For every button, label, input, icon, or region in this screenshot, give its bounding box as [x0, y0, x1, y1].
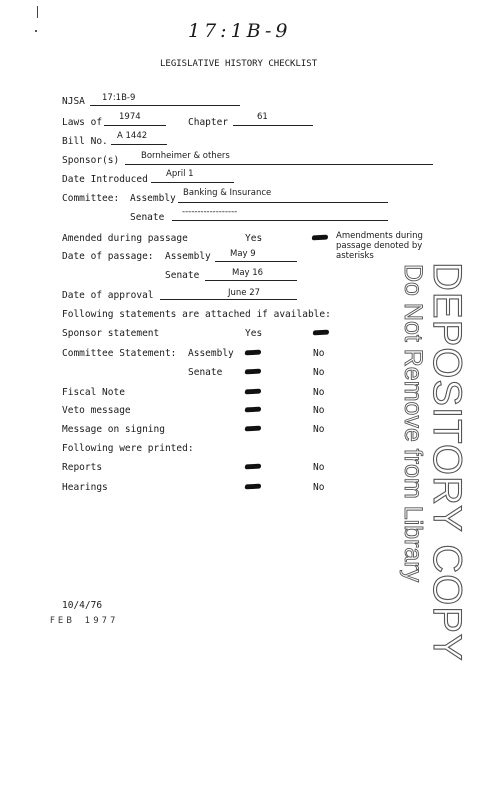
message-on-signing-no: No [313, 424, 325, 435]
bill-no-value: A 1442 [117, 131, 148, 141]
passage-senate-label: Senate [165, 270, 200, 281]
fiscal-note-no: No [313, 387, 325, 398]
date-of-approval-line [160, 299, 297, 300]
laws-of-value: 1974 [119, 112, 141, 122]
struck-no-mark [312, 330, 330, 336]
struck-yes-mark [244, 484, 262, 490]
committee-senate-value: ------------------ [182, 207, 238, 217]
hearings-no: No [313, 482, 325, 493]
struck-yes-mark [244, 426, 262, 432]
committee-label: Committee: [62, 193, 120, 204]
amendments-note-line-1: Amendments during [336, 231, 423, 241]
struck-yes-mark [244, 464, 262, 470]
message-on-signing-label: Message on signing [62, 424, 165, 435]
amended-label: Amended during passage [62, 233, 188, 244]
margin-mark [37, 6, 38, 18]
reports-no: No [313, 462, 325, 473]
chapter-value: 61 [257, 112, 268, 122]
passage-senate-line [205, 280, 297, 281]
passage-senate-date: May 16 [232, 268, 264, 278]
depository-copy-stamp: DEPOSITORY COPY [425, 262, 469, 662]
sponsors-line [125, 164, 433, 165]
page-title: LEGISLATIVE HISTORY CHECKLIST [160, 59, 318, 69]
committee-senate-label: Senate [130, 212, 165, 223]
committee-assembly-line [178, 202, 388, 203]
struck-yes-mark [244, 369, 262, 375]
committee-statement-label: Committee Statement: [62, 348, 177, 359]
chapter-label: Chapter [188, 117, 229, 128]
struck-no-mark [311, 235, 329, 241]
received-date-stamp: FEB 1977 [50, 616, 119, 626]
chapter-line [233, 125, 313, 126]
reports-label: Reports [62, 462, 103, 473]
passage-assembly-line [215, 261, 297, 262]
fiscal-note-label: Fiscal Note [62, 387, 125, 398]
njsa-line [90, 105, 240, 106]
struck-yes-mark [244, 389, 262, 395]
margin-dot [35, 30, 37, 32]
committee-senate-line [172, 220, 388, 221]
sponsor-statement-yes: Yes [245, 328, 263, 339]
laws-of-line [104, 125, 166, 126]
footer-date: 10/4/76 [62, 600, 103, 611]
veto-message-label: Veto message [62, 405, 131, 416]
amended-yes: Yes [245, 233, 263, 244]
sponsor-statement-label: Sponsor statement [62, 328, 160, 339]
laws-of-label: Laws of [62, 117, 103, 128]
committee-statement-senate-label: Senate [188, 367, 223, 378]
sponsors-label: Sponsor(s) [62, 155, 120, 166]
hearings-label: Hearings [62, 482, 108, 493]
date-introduced-value: April 1 [166, 169, 194, 179]
passage-assembly-label: Assembly [165, 251, 211, 262]
bill-no-line [111, 144, 167, 145]
committee-statement-assembly-label: Assembly [188, 348, 234, 359]
amendments-note-line-3: asterisks [336, 251, 374, 261]
sponsors-value: Bornheimer & others [141, 151, 230, 161]
date-introduced-line [151, 182, 234, 183]
struck-yes-mark [244, 407, 262, 413]
njsa-value: 17:1B-9 [102, 93, 136, 103]
date-of-approval-label: Date of approval [62, 290, 154, 301]
date-of-approval-value: June 27 [228, 288, 261, 298]
committee-assembly-value: Banking & Insurance [183, 188, 272, 198]
committee-statement-senate-no: No [313, 367, 325, 378]
date-introduced-label: Date Introduced [62, 174, 148, 185]
passage-assembly-date: May 9 [230, 249, 256, 259]
do-not-remove-stamp: Do Not Remove from Library [399, 264, 427, 583]
statements-heading: Following statements are attached if available: [62, 309, 331, 320]
handwritten-statute-number: 17:1B-9 [188, 20, 292, 42]
committee-assembly-label: Assembly [130, 193, 176, 204]
amendments-note-line-2: passage denoted by [336, 241, 423, 251]
committee-statement-assembly-no: No [313, 348, 325, 359]
printed-heading: Following were printed: [62, 443, 194, 454]
struck-yes-mark [244, 350, 262, 356]
bill-no-label: Bill No. [62, 136, 108, 147]
njsa-label: NJSA [62, 96, 85, 107]
date-of-passage-label: Date of passage: [62, 251, 154, 262]
veto-message-no: No [313, 405, 325, 416]
